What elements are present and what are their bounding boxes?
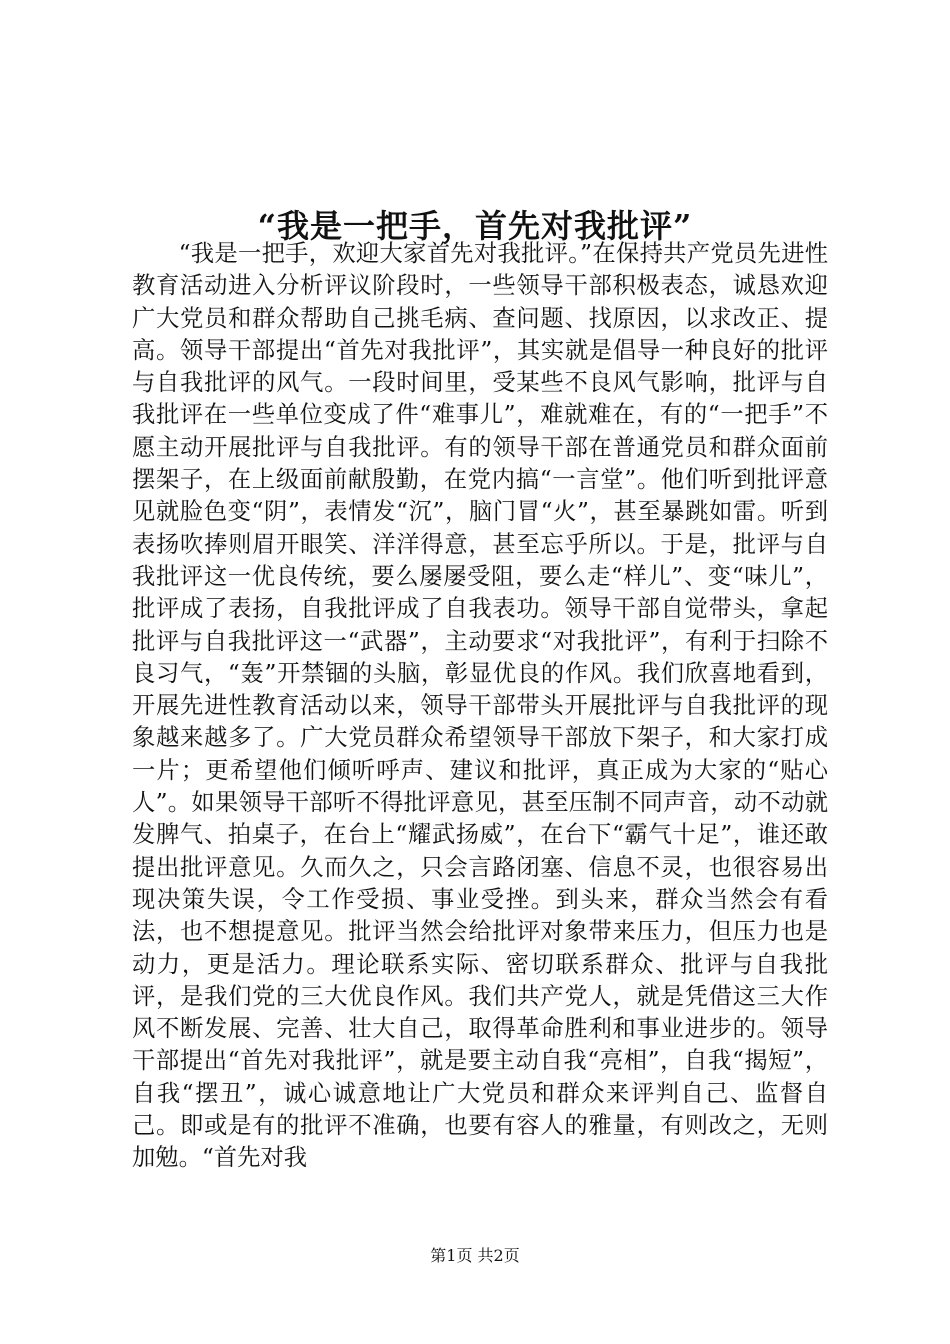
document-body-paragraph: “我是一把手，欢迎大家首先对我批评。”在保持共产党员先进性教育活动进入分析评议阶段时，一些领导干部积极表态，诚恳欢迎广大党员和群众帮助自己挑毛病、查问题、找原因，以求改正、提高。领导干部提出“首先对我批评”，其实就是倡导一种良好的批评与自我批评的风气。一段时间里，受某些不良风气影响，批评与自我批评在一些单位变成了件“难事儿”，难就难在，有的“一把手”不愿主动开展批评与自我批评。有的领导干部在普通党员和群众面前摆架子，在上级面前献殷勤，在党内搞“一言堂”。他们听到批评意见就脸色变“阴”，表情发“沉”，脑门冒“火”，甚至暴跳如雷。听到表扬吹捧则眉开眼笑、洋洋得意，甚至忘乎所以。于是，批评与自我批评这一优良传统，要么屡屡受阻，要么走“样儿”、变“味儿”，批评成了表扬，自我批评成了自我表功。领导干部自觉带头，拿起批评与自我批评这一“武器”，主动要求“对我批评”，有利于扫除不良习气，“轰”开禁锢的头脑，彰显优良的作风。我们欣喜地看到，开展先进性教育活动以来，领导干部带头开展批评与自我批评的现象越来越多了。广大党员群众希望领导干部放下架子，和大家打成一片；更希望他们倾听呼声、建议和批评，真正成为大家的“贴心人”。如果领导干部听不得批评意见，甚至压制不同声音，动不动就发脾气、拍桌子，在台上“耀武扬威”，在台下“霸气十足”，谁还敢提出批评意见。久而久之，只会言路闭塞、信息不灵，也很容易出现决策失误，令工作受损、事业受挫。到头来，群众当然会有看法，也不想提意见。批评当然会给批评对象带来压力，但压力也是动力，更是活力。理论联系实际、密切联系群众、批评与自我批评，是我们党的三大优良作风。我们共产党人，就是凭借这三大作风不断发展、完善、壮大自己，取得革命胜利和事业进步的。领导干部提出“首先对我批评”，就是要主动自我“亮相”，自我“揭短”，自我“摆丑”，诚心诚意地让广大党员和群众来评判自己、监督自己。即或是有的批评不准确，也要有容人的雅量，有则改之，无则加勉。“首先对我: [132, 240, 828, 1172]
document-title: “我是一把手，首先对我批评”: [257, 207, 693, 246]
page-number-footer: 第1页 共2页: [430, 1246, 520, 1265]
